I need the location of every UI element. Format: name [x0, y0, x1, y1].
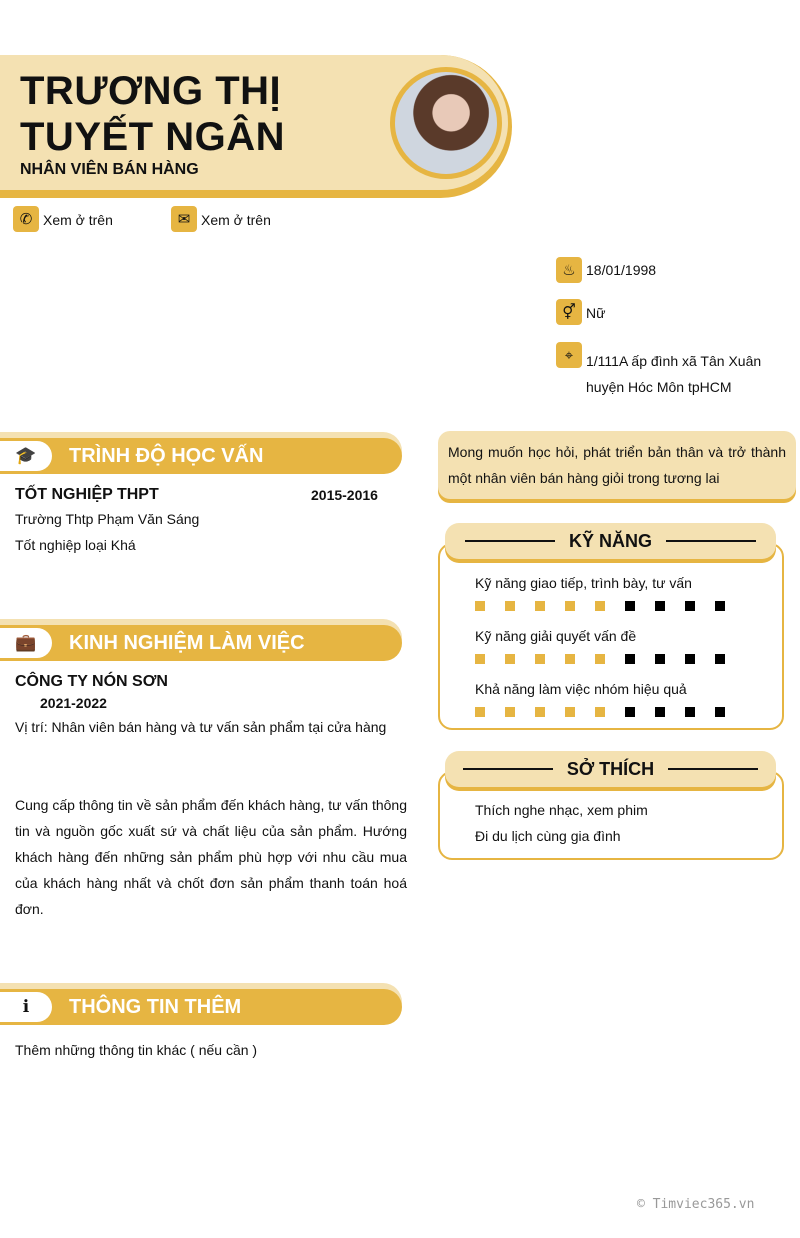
rating-dot-empty [715, 601, 725, 611]
footer-watermark: © Timviec365.vn [637, 1197, 755, 1212]
avatar [390, 67, 502, 179]
skill-rating [475, 654, 775, 664]
rating-dot-empty [625, 654, 635, 664]
rating-dot-filled [505, 654, 515, 664]
rating-dot-filled [535, 654, 545, 664]
career-objective: Mong muốn học hỏi, phát triển bản thân và trở thành một nhân viên bán hàng giỏi trong tương lai [438, 431, 796, 499]
gender-value: Nữ [586, 305, 606, 321]
rating-dot-empty [625, 707, 635, 717]
rating-dot-filled [535, 707, 545, 717]
hobby-item: Thích nghe nhạc, xem phim [475, 802, 648, 818]
exp-period: 2021-2022 [40, 695, 107, 711]
rating-dot-filled [595, 654, 605, 664]
rating-dot-filled [595, 707, 605, 717]
edu-period: 2015-2016 [311, 487, 378, 503]
extra-header [0, 989, 402, 1025]
skill-rating [475, 707, 775, 717]
rating-dot-empty [685, 654, 695, 664]
exp-company: CÔNG TY NÓN SƠN [15, 673, 168, 690]
candidate-name: TRƯƠNG THỊ TUYẾT NGÂN [20, 69, 285, 159]
section-title: TRÌNH ĐỘ HỌC VẤN [69, 445, 264, 467]
edu-degree: TỐT NGHIỆP THPT [15, 486, 159, 503]
rating-dot-empty [655, 654, 665, 664]
exp-description: Cung cấp thông tin về sản phẩm đến khách hàng, tư vấn thông tin và nguồn gốc xuất sứ và chất liệu của sản phẩm. Hướng khách hàng đến những sản phẩm phù hợp với nhu cầu mua của khách hàng nhất và chốt đơn sản phẩm thanh toán hoá đơn. [15, 797, 407, 917]
rating-dot-empty [685, 707, 695, 717]
birthday-value: 18/01/1998 [586, 262, 657, 278]
skill-rating [475, 601, 775, 611]
birthday-cake-icon: ♨ [556, 257, 582, 283]
hobbies-header [445, 751, 776, 787]
graduation-cap-icon: 🎓 [0, 441, 52, 471]
rating-dot-empty [715, 707, 725, 717]
skill-name: Khả năng làm việc nhóm hiệu quả [475, 681, 687, 697]
edu-school: Trường Thtp Phạm Văn Sáng [15, 511, 200, 527]
rating-dot-filled [505, 707, 515, 717]
rating-dot-filled [595, 601, 605, 611]
rating-dot-filled [565, 707, 575, 717]
rating-dot-filled [535, 601, 545, 611]
rating-dot-filled [475, 601, 485, 611]
exp-position: Vị trí: Nhân viên bán hàng và tư vấn sản phẩm tại cửa hàng [15, 719, 387, 735]
rating-dot-filled [565, 654, 575, 664]
section-title: THÔNG TIN THÊM [69, 996, 242, 1018]
rating-dot-empty [685, 601, 695, 611]
address-value: 1/111A ấp đình xã Tân Xuân huyện Hóc Môn tpHCM [586, 353, 762, 395]
info-icon: ℹ [0, 992, 52, 1022]
rating-dot-empty [715, 654, 725, 664]
phone-value: Xem ở trên [43, 212, 113, 228]
extra-text: Thêm những thông tin khác ( nếu cần ) [15, 1042, 258, 1058]
skills-header [445, 523, 776, 559]
skill-item [475, 681, 775, 734]
rating-dot-filled [505, 601, 515, 611]
rating-dot-filled [475, 654, 485, 664]
skill-item [475, 575, 775, 628]
skills-title: KỸ NĂNG [568, 530, 652, 551]
rating-dot-empty [625, 601, 635, 611]
email-icon: ✉ [171, 206, 197, 232]
hobby-item: Đi du lịch cùng gia đình [475, 828, 621, 844]
skill-name: Kỹ năng giải quyết vấn đề [475, 628, 637, 644]
edu-grade: Tốt nghiệp loại Khá [15, 537, 136, 553]
location-pin-icon: ⌖ [556, 342, 582, 368]
skill-item [475, 628, 775, 681]
skill-name: Kỹ năng giao tiếp, trình bày, tư vấn [475, 575, 692, 591]
experience-header [0, 625, 402, 661]
phone-icon: ✆ [13, 206, 39, 232]
rating-dot-empty [655, 707, 665, 717]
rating-dot-empty [655, 601, 665, 611]
gender-icon: ⚥ [556, 299, 582, 325]
education-header [0, 438, 402, 474]
rating-dot-filled [475, 707, 485, 717]
hobbies-list [475, 797, 648, 849]
hobbies-title: SỞ THÍCH [566, 758, 655, 779]
rating-dot-filled [565, 601, 575, 611]
job-title: NHÂN VIÊN BÁN HÀNG [20, 161, 199, 178]
briefcase-icon: 💼 [0, 628, 52, 658]
email-value: Xem ở trên [201, 212, 271, 228]
section-title: KINH NGHIỆM LÀM VIỆC [69, 632, 305, 654]
